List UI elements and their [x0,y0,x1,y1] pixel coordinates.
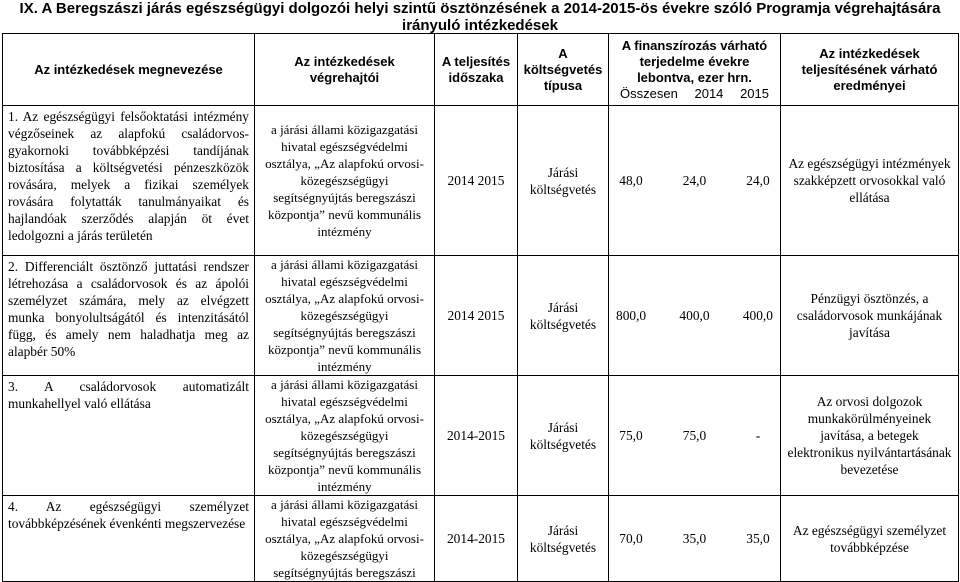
funding-total: 75,0 [619,428,643,443]
funding-2014: 24,0 [682,173,707,188]
header-period: A teljesítés időszaka [435,34,518,106]
funding-2015: 400,0 [742,308,773,323]
header-funding-2015: 2015 [740,85,769,101]
measure-cell: 1. Az egészségügyi felsőoktatási intézmény végzőseinek az alapfokú családorvos-gyakornoki továbbképzési tandíjának biztosítása a költségvetési pénzeszközök rovására, melyek a fizikai személyek rovására folytatták tanulmányaikat és hajlandóak szerződés alapján öt évet ledolgozni a járás területén [3,106,255,256]
budget-type-cell: Járási költségvetés [518,496,609,582]
funding-2014: 35,0 [682,531,707,546]
implementer-cell: a járási állami közigazgatási hivatal egészségvédelmi osztálya, „Az alapfokú orvosi-közegészségügyi segítségnyújtás beregszászi [255,496,435,582]
header-measure: Az intézkedések megnevezése [3,34,255,106]
table-row [3,376,959,496]
period-cell: 2014-2015 [435,496,518,582]
header-results: Az intézkedések teljesítésének várható eredményei [781,34,959,106]
funding-cell [609,256,781,376]
funding-total: 70,0 [619,531,643,546]
funding-total: 48,0 [619,173,643,188]
funding-2015: 35,0 [746,531,770,546]
implementer-cell: a járási állami közigazgatási hivatal egészségvédelmi osztálya, „Az alapfokú orvosi-közegészségügyi segítségnyújtás beregszászi központja” nevű kommunális intézmény [255,106,435,256]
table-row [3,256,959,376]
implementer-cell: a járási állami közigazgatási hivatal egészségvédelmi osztálya, „Az alapfokú orvosi-közegészségügyi segítségnyújtás beregszászi központja” nevű kommunális intézmény [255,256,435,376]
period-cell: 2014 2015 [435,106,518,256]
budget-type-cell: Járási költségvetés [518,106,609,256]
budget-type-cell: Járási költségvetés [518,256,609,376]
funding-2014: 75,0 [682,428,707,443]
table-row [3,106,959,256]
header-funding-2014: 2014 [694,85,724,101]
header-funding [609,34,781,106]
header-implementers: Az intézkedések végrehajtói [255,34,435,106]
funding-cell [609,376,781,496]
result-cell: Pénzügyi ösztönzés, a családorvosok munkájának javítása [781,256,959,376]
budget-type-cell: Járási költségvetés [518,376,609,496]
period-cell: 2014-2015 [435,376,518,496]
header-budget-type: A költségvetés típusa [518,34,609,106]
funding-2014: 400,0 [679,308,710,323]
funding-cell [609,496,781,582]
table-row [3,496,959,582]
header-funding-total: Összesen [620,85,678,101]
measures-table [2,33,959,582]
funding-2015: - [755,428,761,443]
funding-total: 800,0 [616,308,647,323]
implementer-cell: a járási állami közigazgatási hivatal egészségvédelmi osztálya, „Az alapfokú orvosi-közegészségügyi segítségnyújtás beregszászi központja” nevű kommunális intézmény [255,376,435,496]
period-cell: 2014 2015 [435,256,518,376]
document-title [0,0,960,36]
result-cell: Az egészségügyi intézmények szakképzett orvosokkal való ellátása [781,106,959,256]
table-header-row [3,34,959,106]
result-cell: Az egészségügyi személyzet továbbképzése [781,496,959,582]
funding-2015: 24,0 [746,173,770,188]
title-line-1: IX. A Beregszászi járás egészségügyi dolgozói helyi szintű ösztönzésének a 2014-2015-ös évekre szóló Programja végrehajtására [19,0,941,17]
header-funding-subcolumns [614,86,775,102]
measure-cell: 2. Differenciált ösztönző juttatási rendszer létrehozása a családorvosok és az ápolói személyzet számára, mely az elvégzett munka bonyolultságától és intenzitásától függ, és amely nem haladhatja meg az alapbér 50% [3,256,255,376]
funding-cell [609,106,781,256]
result-cell: Az orvosi dolgozok munkakörülményeinek javítása, a betegek elektronikus nyilvántartásának bevezetése [781,376,959,496]
measure-cell: 3. A családorvosok automatizált munkahellyel való ellátása [3,376,255,496]
measure-cell: 4. Az egészségügyi személyzet továbbképzésének évenkénti megszervezése [3,496,255,582]
title-line-2: irányuló intézkedések [402,17,558,34]
header-funding-label: A finanszírozás várható terjedelme évekre lebontva, ezer hrn. [621,37,768,85]
